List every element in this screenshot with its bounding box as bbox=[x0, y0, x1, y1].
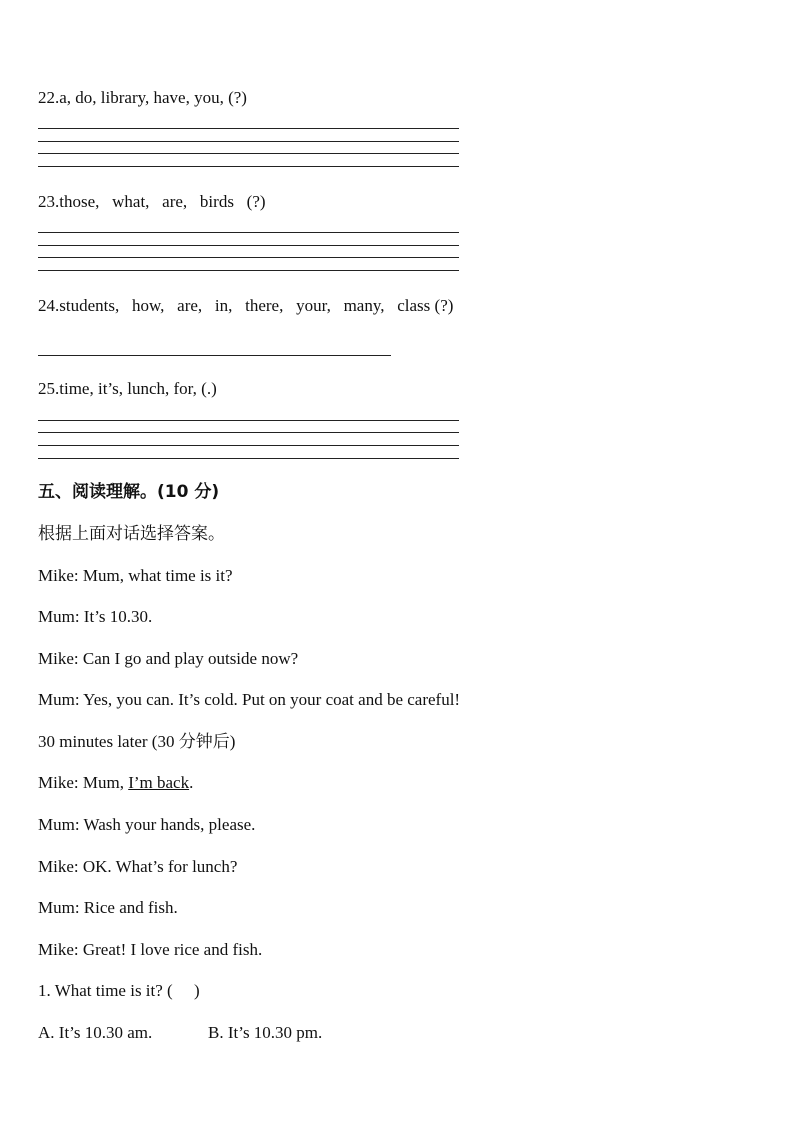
answer-line bbox=[38, 420, 459, 421]
answer-line bbox=[38, 128, 459, 129]
answer-line bbox=[38, 445, 459, 446]
answer-line bbox=[38, 245, 459, 246]
answer-line bbox=[38, 257, 459, 258]
underlined-phrase: I’m back bbox=[128, 773, 190, 792]
dialogue-line: Mike: Can I go and play outside now? bbox=[38, 649, 299, 668]
question-24: 24.students, how, are, in, there, your, many, class (?) bbox=[38, 296, 454, 315]
answer-line bbox=[38, 432, 459, 433]
answer-line bbox=[38, 458, 459, 459]
question-25: 25.time, it’s, lunch, for, (.) bbox=[38, 379, 217, 398]
section-title: 五、阅读理解。(10 分) bbox=[38, 482, 220, 502]
dialogue-line: Mike: OK. What’s for lunch? bbox=[38, 857, 238, 876]
dialogue-line: Mum: It’s 10.30. bbox=[38, 607, 153, 626]
mcq-option-b: B. It’s 10.30 pm. bbox=[208, 1023, 323, 1042]
answer-line bbox=[38, 355, 391, 356]
dialogue-line bbox=[38, 773, 193, 793]
dialogue-line: Mum: Rice and fish. bbox=[38, 898, 178, 917]
section-instruction: 根据上面对话选择答案。 bbox=[38, 524, 225, 544]
answer-line bbox=[38, 141, 459, 142]
dialogue-line: Mike: Mum, what time is it? bbox=[38, 566, 233, 585]
mcq-question: 1. What time is it? ( ) bbox=[38, 981, 200, 1000]
answer-line bbox=[38, 166, 459, 167]
dialogue-line: Mike: Great! I love rice and fish. bbox=[38, 940, 263, 959]
dialogue-line: Mum: Yes, you can. It’s cold. Put on your coat and be careful! bbox=[38, 690, 461, 709]
question-23: 23.those, what, are, birds (?) bbox=[38, 192, 266, 211]
answer-line bbox=[38, 232, 459, 233]
dialogue-line: Mum: Wash your hands, please. bbox=[38, 815, 256, 834]
answer-line bbox=[38, 270, 459, 271]
dialogue-text: Mike: Mum, bbox=[38, 773, 129, 792]
dialogue-line: 30 minutes later (30 分钟后) bbox=[38, 732, 236, 751]
mcq-option-a: A. It’s 10.30 am. bbox=[38, 1023, 153, 1042]
dialogue-text: . bbox=[189, 773, 194, 792]
answer-line bbox=[38, 153, 459, 154]
question-22: 22.a, do, library, have, you, (?) bbox=[38, 88, 247, 107]
